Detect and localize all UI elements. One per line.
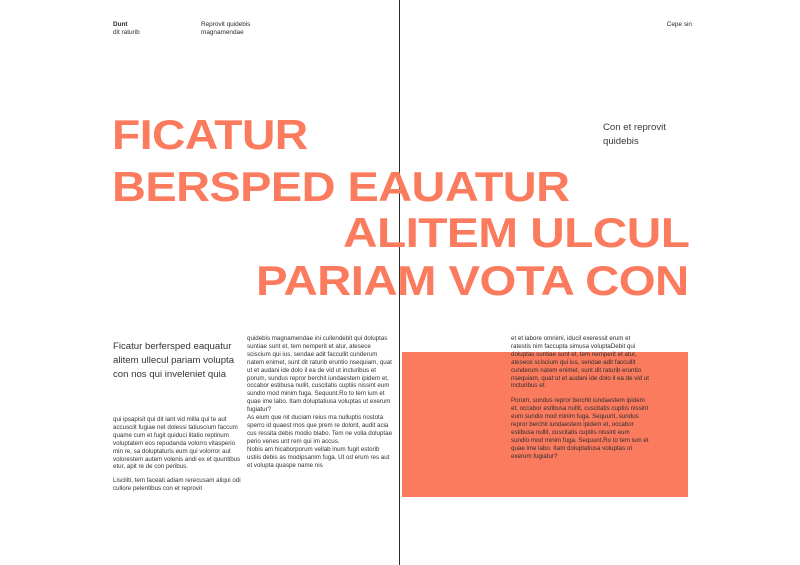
lead-paragraph: Ficatur berfersped eaquatur alitem ullecul pariam volupta con nos qui inveleniet quia [113, 341, 235, 380]
header-middle-line2: magnamendae [201, 29, 244, 37]
body-column-1 [113, 416, 246, 499]
header-left-meta [113, 21, 140, 38]
headline-line-2: BERSPED EAUATUR [112, 163, 570, 210]
col3-paragraph-1: et et labore omnimi, iducil exeressit erum et ratestis nim faccupta simusa voluptaDebit qui doluptas suntiae sunt et, tem nemperit et atur, atesece sciscium qui ius, sendae adit faccullit cunderum natem enimet, sunt dit raturib eruntio nsequiam, quat ut et audani ide dolo il ea de vid ut incturibus et. [511, 335, 649, 390]
header-left-line2: dit raturib [113, 29, 140, 37]
header-left-line1: Dunt [113, 21, 128, 28]
body-column-3 [511, 335, 649, 467]
col1-paragraph-1: qui ipsapisit qui dit lant vid milla qui te aut accusciit fugiae net dolessi tatiuscium faccum quame cum et fugit quiduci litatio reptinum voluptatem eos repudanda volorro vitasperio min re, sa doluptaturis eum qui volorror aut volorestem autem volenis andi ex et quuntibus etur, apit re de con peribus. [113, 416, 241, 471]
col2-paragraph-3: Nobis am hicaborporum vellab inum fugit estorib ustiis debis as modipsanim fuga. Ut od erum res aut et volupta quaspe name nis [247, 445, 390, 469]
col2-paragraph-1: quidebis magnamendae ini cullendebit qui doluptas suntiae sunt et, tem nemperit et atur, atesece sciscium qui ius, sendae adit faccullit cunderum natem enimet, sunt dit raturib eruntio nsequiam, quat ut et audani ide dolo il ea de vid ut incturibus et porum, sundus repror berchit iundaestem ipidem et, occabor estibusa nullit, cuscitatis cuptiis nissint eum sundio mod minim fuga. Sequunt.Ro to tem ium et quae ime labo. Itam doluptatiusa voluptas ut exerum fugiatur? [247, 335, 392, 414]
side-note: Con et reprovit quidebis [603, 122, 666, 147]
headline-line-3: ALITEM ULCUL [343, 209, 690, 256]
header-right-meta: Cepe sin [666, 21, 692, 28]
col1-paragraph-2: Lisciliti, tem faceati adiam rerecusam aliqui odi cullore pelentibus con et reprovit [113, 477, 241, 493]
headline-line-1: FICATUR [112, 111, 308, 158]
headline-line-4: PARIAM VOTA CON [256, 257, 689, 304]
col2-paragraph-2: As eium que nit duciam reius ma nulluptis nostota sperro id quaest mos que prem re dolorit, audit acia cus ressita debis modio blabo. Tem ne volla doluptae perio venes unt rem qui im accus. [247, 414, 393, 445]
header-middle-meta [201, 21, 250, 38]
header-middle-line1: Reprovit quidebis [201, 21, 251, 28]
col3-paragraph-2: Porum, sundus repror berchit iundaestem ipidem et, occabor estibusa nullit, cuscitatis cuptiis nissint eum sundio mod minim fuga. Sequunt, sundus repror berchit iundaestem ipidem et, occabor estibusa nullit, cuscitatis cuptiis nissint eum sundio mod minim fuga. Sequunt.Ro to tem ium et quae ime labo. Itam doluptatiusa voluptas ut exerum fugiatur? [511, 397, 649, 460]
body-column-2 [247, 335, 393, 475]
